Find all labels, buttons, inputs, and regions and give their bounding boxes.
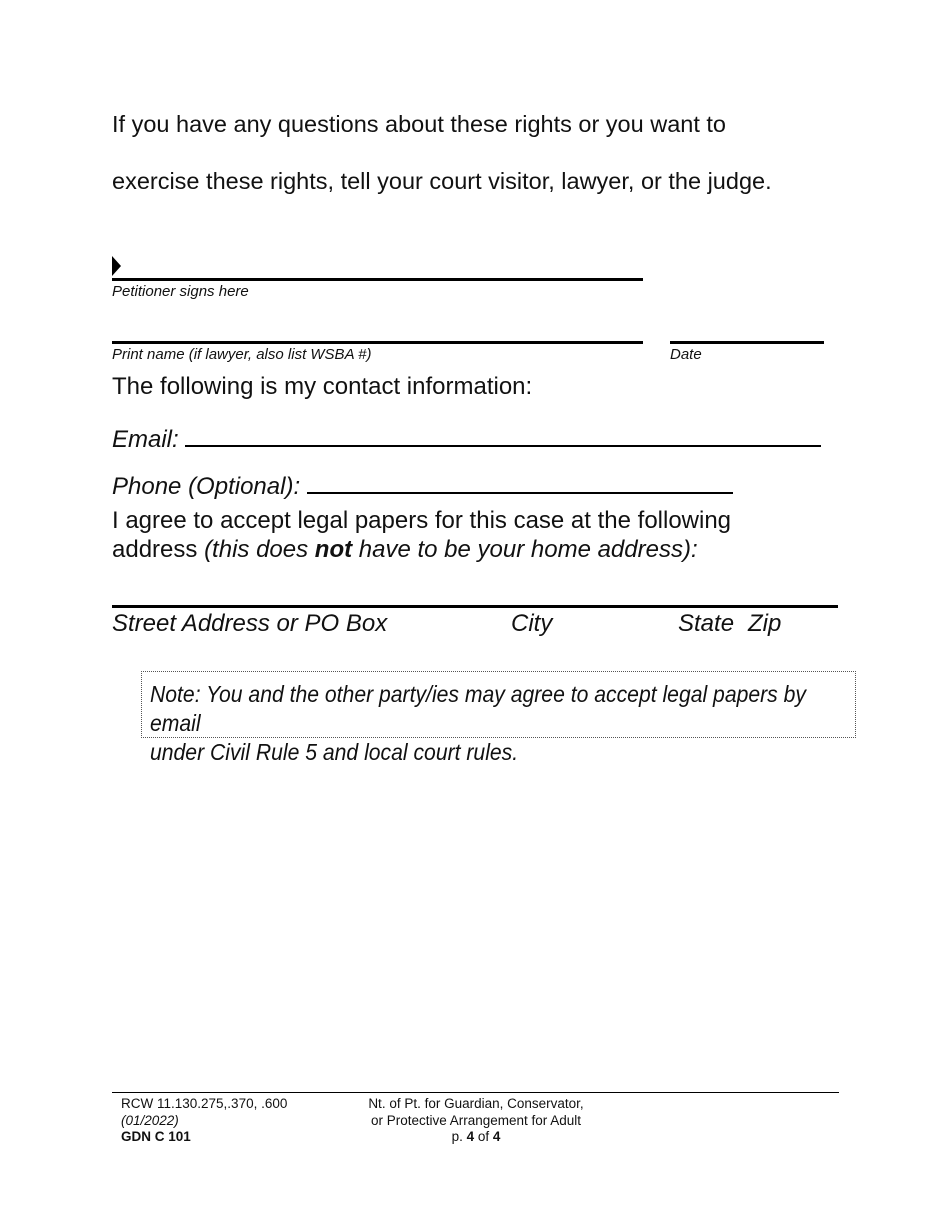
date-caption: Date <box>670 346 702 363</box>
note-line-2: under Civil Rule 5 and local court rules. <box>150 739 519 765</box>
zip-caption: Zip <box>748 610 782 637</box>
note-text <box>150 680 858 767</box>
print-name-caption: Print name (if lawyer, also list WSBA #) <box>112 346 372 363</box>
service-text-paren-b: have to be your home address): <box>352 536 698 563</box>
print-name-line[interactable] <box>112 341 643 344</box>
date-line[interactable] <box>670 341 824 344</box>
email-row <box>112 421 821 454</box>
page-total: 4 <box>492 1129 501 1144</box>
footer-form-title-1: Nt. of Pt. for Guardian, Conservator, <box>368 1096 584 1111</box>
email-label: Email: <box>112 426 179 453</box>
petitioner-signature-line[interactable] <box>112 278 643 281</box>
footer-center <box>320 1096 632 1146</box>
service-text-not: not <box>314 536 353 563</box>
footer-page-number <box>320 1129 632 1146</box>
note-box <box>141 671 856 765</box>
footer-revision: (01/2022) <box>121 1112 179 1128</box>
signature-arrow-icon <box>112 256 121 276</box>
phone-field[interactable] <box>307 468 733 494</box>
service-text-line-1: I agree to accept legal papers for this case at the following <box>112 507 732 534</box>
street-caption: Street Address or PO Box <box>112 610 388 637</box>
service-text-paren-a: (this does <box>204 536 315 563</box>
contact-heading: The following is my contact information: <box>112 373 533 400</box>
state-caption: State <box>678 610 735 637</box>
footer-form-title-2: or Protective Arrangement for Adult <box>370 1112 582 1128</box>
phone-row <box>112 468 733 501</box>
address-line[interactable] <box>112 605 838 608</box>
rights-text-line-2: exercise these rights, tell your court visitor, lawyer, or the judge. <box>112 168 772 194</box>
service-address-statement <box>112 506 731 564</box>
page-of: of <box>474 1129 493 1144</box>
city-caption: City <box>511 610 553 637</box>
footer-form-code: GDN C 101 <box>121 1129 191 1144</box>
petitioner-signs-caption: Petitioner signs here <box>112 283 249 300</box>
footer-left <box>121 1096 287 1146</box>
phone-label: Phone (Optional): <box>112 473 301 500</box>
service-text-line-2 <box>112 535 731 564</box>
service-text-address: address <box>112 536 205 563</box>
page-prefix: p. <box>451 1129 467 1144</box>
page-current: 4 <box>466 1129 475 1144</box>
footer-divider <box>112 1092 839 1093</box>
email-field[interactable] <box>185 421 821 447</box>
footer-rcw: RCW 11.130.275,.370, .600 <box>121 1096 288 1111</box>
rights-text-line-1: If you have any questions about these rights or you want to <box>112 111 726 137</box>
note-line-1: Note: You and the other party/ies may agree to accept legal papers by email <box>150 681 806 736</box>
